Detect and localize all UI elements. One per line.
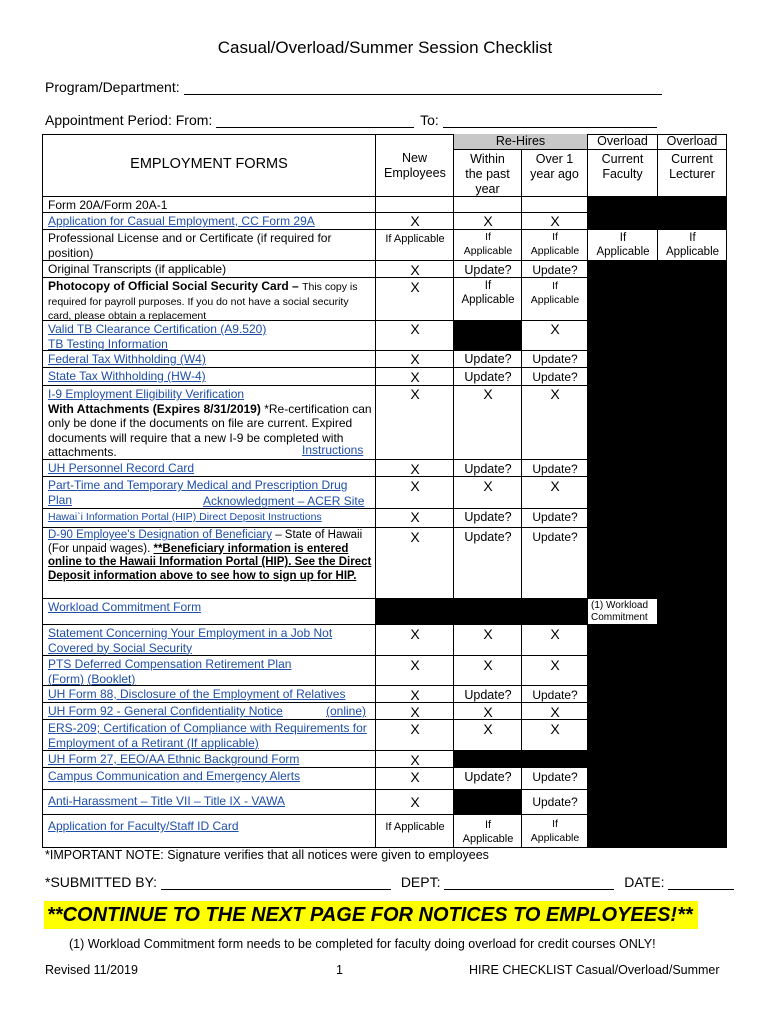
dept-label: DEPT: bbox=[400, 874, 441, 890]
header-employment-forms: EMPLOYMENT FORMS bbox=[42, 134, 376, 197]
row-ss-statement bbox=[48, 626, 372, 655]
mark-x: X bbox=[410, 279, 420, 295]
header-current-lecturer: Current Lecturer bbox=[658, 150, 727, 197]
row-ers-209 bbox=[48, 721, 372, 750]
mark-x: X bbox=[410, 721, 420, 737]
mark-x: X bbox=[550, 626, 560, 642]
mark-x: X bbox=[410, 657, 420, 673]
ethnic-rehire-shaded bbox=[454, 751, 588, 768]
link-id-card[interactable]: Application for Faculty/Staff ID Card bbox=[48, 819, 239, 833]
applicable-word: Applicable bbox=[530, 294, 580, 306]
professional-license: Professional License and or Certificate (if required for position) bbox=[48, 231, 332, 260]
overload-shaded-top bbox=[588, 197, 727, 213]
mark-x: X bbox=[410, 321, 420, 337]
appointment-label: Appointment Period: From: bbox=[45, 112, 213, 128]
mark-x: X bbox=[483, 478, 493, 494]
row-ss-card bbox=[48, 279, 372, 323]
mark-x: X bbox=[410, 369, 420, 385]
mark-update: Update? bbox=[464, 462, 512, 476]
program-department-field bbox=[45, 79, 662, 95]
mark-update: Update? bbox=[464, 510, 512, 524]
if-word: If bbox=[484, 819, 492, 831]
form-20a: Form 20A/Form 20A-1 bbox=[48, 198, 168, 212]
mark-update: Update? bbox=[464, 370, 512, 384]
header-overload-1: Overload bbox=[588, 134, 658, 150]
mark-if-applicable bbox=[454, 279, 522, 307]
important-note: *IMPORTANT NOTE: Signature verifies that all notices were given to employees bbox=[45, 848, 489, 862]
submitted-by-blank[interactable] bbox=[161, 875, 391, 890]
row-form-88 bbox=[48, 687, 372, 702]
continue-banner bbox=[44, 901, 698, 929]
mark-x: X bbox=[410, 769, 420, 785]
mark-x: X bbox=[550, 704, 560, 720]
mark-if-applicable bbox=[454, 818, 522, 846]
mark-if-applicable bbox=[522, 279, 588, 307]
workload-footnote: (1) Workload Commitment form needs to be completed for faculty doing overload for credit courses ONLY! bbox=[69, 937, 656, 951]
row-i9-instructions bbox=[302, 443, 372, 458]
row-transcripts bbox=[48, 262, 372, 277]
if-word: If bbox=[552, 280, 558, 292]
mark-x: X bbox=[410, 626, 420, 642]
mark-x: X bbox=[410, 213, 420, 229]
link-w4[interactable]: Federal Tax Withholding (W4) bbox=[48, 352, 206, 366]
mark-x: X bbox=[550, 213, 560, 229]
mark-x: X bbox=[410, 687, 420, 703]
mark-x: X bbox=[410, 262, 420, 278]
link-medical-plan[interactable]: Part-Time and Temporary Medical and Prescription Drug Plan bbox=[48, 478, 348, 507]
link-personnel-record[interactable]: UH Personnel Record Card bbox=[48, 461, 195, 475]
mark-if-applicable bbox=[522, 230, 588, 258]
mark-x: X bbox=[410, 704, 420, 720]
date-label: DATE: bbox=[624, 874, 665, 890]
row-hw4 bbox=[48, 369, 372, 384]
mark-x: X bbox=[550, 478, 560, 494]
mark-x: X bbox=[410, 529, 420, 545]
ss-card-bold: Photocopy of Official Social Security Card – bbox=[48, 279, 303, 293]
mark-update: Update? bbox=[532, 688, 578, 702]
mark-update: Update? bbox=[532, 462, 578, 476]
program-label: Program/Department: bbox=[45, 79, 180, 95]
mark-update: Update? bbox=[532, 530, 578, 544]
if-word: If bbox=[484, 280, 492, 292]
header-rehires: Re-Hires bbox=[454, 134, 588, 150]
header-new-employees: New Employees bbox=[376, 134, 454, 197]
link-anti-harassment[interactable]: Anti-Harassment – Title VII – Title IX - VAWA bbox=[48, 794, 285, 808]
applicable-word: Applicable bbox=[461, 294, 515, 306]
row-hip bbox=[48, 510, 372, 525]
submission-line bbox=[45, 874, 734, 890]
link-campus-alerts[interactable]: Campus Communication and Emergency Alerts bbox=[48, 769, 301, 783]
mark-update: Update? bbox=[464, 770, 512, 784]
link-hip-direct-deposit[interactable]: Hawai`i Information Portal (HIP) Direct Deposit Instructions bbox=[48, 511, 322, 523]
rehire-within-shaded bbox=[454, 321, 522, 351]
applicable-word: Applicable bbox=[596, 246, 650, 258]
mark-x: X bbox=[410, 351, 420, 367]
mark-x: X bbox=[483, 626, 493, 642]
link-tb-clearance[interactable]: Valid TB Clearance Certification (A9.520) bbox=[48, 322, 267, 336]
page-number: 1 bbox=[336, 963, 343, 977]
link-casual-application[interactable]: Application for Casual Employment, CC Form 29A bbox=[48, 214, 315, 228]
revised-date: Revised 11/2019 bbox=[45, 963, 138, 977]
grid-cell bbox=[376, 197, 454, 213]
link-d90[interactable]: D-90 Employee's Designation of Beneficiary bbox=[48, 529, 273, 541]
date-blank[interactable] bbox=[668, 875, 734, 890]
page-title: Casual/Overload/Summer Session Checklist bbox=[217, 38, 553, 57]
row-form-27 bbox=[48, 752, 372, 767]
row-casual-application bbox=[48, 214, 372, 229]
mark-x: X bbox=[483, 386, 493, 402]
mark-update: Update? bbox=[532, 352, 578, 366]
link-acer-site[interactable]: Acknowledgment – ACER Site bbox=[203, 494, 365, 508]
mark-update: Update? bbox=[532, 263, 578, 277]
program-blank[interactable] bbox=[184, 80, 662, 95]
d90-text: – State of Hawaii (For unpaid wages). bbox=[48, 529, 363, 555]
mark-update: Update? bbox=[464, 352, 512, 366]
link-i9[interactable]: I-9 Employment Eligibility Verification bbox=[48, 387, 245, 401]
mark-x: X bbox=[410, 461, 420, 477]
mark-update: Update? bbox=[532, 795, 578, 809]
if-word: If bbox=[552, 231, 558, 243]
mark-if-applicable: If Applicable bbox=[385, 821, 445, 833]
row-form-20a bbox=[48, 198, 372, 213]
mark-x: X bbox=[410, 386, 420, 402]
link-form-88[interactable]: UH Form 88, Disclosure of the Employment of Relatives bbox=[48, 687, 346, 701]
link-pts-booklet[interactable]: (Booklet) bbox=[87, 671, 136, 686]
footer-checklist-name: HIRE CHECKLIST Casual/Overload/Summer bbox=[469, 963, 720, 977]
mark-update: Update? bbox=[532, 770, 578, 784]
row-id-card bbox=[48, 819, 372, 834]
mark-x: X bbox=[410, 794, 420, 810]
row-personnel-record bbox=[48, 461, 372, 476]
mark-if-applicable bbox=[522, 817, 588, 845]
i9-text: *Re-certification can only be done if the documents on file are current. Expired documents will require that a new I-9 be completed with attachments. bbox=[48, 401, 372, 459]
row-campus-alerts bbox=[48, 769, 372, 784]
link-form-27[interactable]: UH Form 27, EEO/AA Ethnic Background Form bbox=[48, 752, 300, 766]
workload-commitment-box: (1) Workload Commitment bbox=[588, 599, 658, 625]
d90-bold: **Beneficiary information is entered online to the Hawaii Information Portal (HIP). See the Direct Deposit information above to see how to sign up for HIP. bbox=[48, 542, 372, 582]
link-pts[interactable]: PTS Deferred Compensation Retirement Plan bbox=[48, 657, 292, 671]
grid-cell bbox=[454, 197, 522, 213]
row-d90 bbox=[48, 529, 372, 583]
grid-cell bbox=[522, 197, 588, 213]
mark-x: X bbox=[483, 657, 493, 673]
overload-shaded bbox=[588, 261, 727, 599]
mark-x: X bbox=[483, 721, 493, 737]
mark-if-applicable bbox=[588, 231, 658, 259]
link-social-security-statement[interactable]: Statement Concerning Your Employment in a Job Not Covered by Social Security bbox=[48, 626, 333, 655]
row-acer bbox=[203, 494, 373, 509]
to-blank[interactable] bbox=[443, 113, 657, 128]
mark-x: X bbox=[483, 213, 493, 229]
i9-bold: With Attachments (Expires 8/31/2019) bbox=[48, 401, 261, 416]
from-blank[interactable] bbox=[216, 113, 414, 128]
mark-x: X bbox=[550, 386, 560, 402]
mark-if-applicable bbox=[658, 231, 727, 259]
mark-update: Update? bbox=[464, 530, 512, 544]
header-within-year: Within the past year bbox=[454, 150, 522, 197]
link-hw4[interactable]: State Tax Withholding (HW-4) bbox=[48, 369, 206, 383]
applicable-word: Applicable bbox=[530, 832, 580, 844]
overload-shaded bbox=[588, 213, 727, 230]
continue-banner-text: **CONTINUE TO THE NEXT PAGE FOR NOTICES TO EMPLOYEES!** bbox=[47, 904, 693, 926]
if-word: If bbox=[619, 232, 627, 244]
mark-update: Update? bbox=[464, 263, 512, 277]
workload-shaded bbox=[376, 599, 588, 625]
workload-lecturer-shaded bbox=[658, 599, 727, 625]
row-w4 bbox=[48, 352, 372, 367]
link-workload[interactable]: Workload Commitment Form bbox=[48, 600, 202, 614]
harassment-within-shaded bbox=[454, 790, 522, 815]
mark-update: Update? bbox=[464, 688, 512, 702]
row-professional-license bbox=[48, 231, 372, 260]
mark-x: X bbox=[483, 704, 493, 720]
if-word: If bbox=[552, 818, 558, 830]
applicable-word: Applicable bbox=[665, 246, 720, 258]
submitted-by-label: *SUBMITTED BY: bbox=[45, 874, 158, 890]
mark-x: X bbox=[550, 721, 560, 737]
link-tb-testing[interactable]: TB Testing Information bbox=[48, 336, 168, 351]
link-ers-209[interactable]: ERS-209; Certification of Compliance with Requirements for Employment of a Retirant (If applicable) bbox=[48, 721, 367, 750]
header-overload-2: Overload bbox=[658, 134, 727, 150]
header-current-faculty: Current Faculty bbox=[588, 150, 658, 197]
dept-blank[interactable] bbox=[444, 875, 614, 890]
link-i9-instructions[interactable]: Instructions bbox=[302, 443, 364, 457]
link-form-92-online[interactable]: (online) bbox=[326, 704, 367, 718]
link-form-92[interactable]: UH Form 92 - General Confidentiality Notice bbox=[48, 704, 283, 718]
original-transcripts: Original Transcripts (if applicable) bbox=[48, 262, 227, 276]
overload-shaded bbox=[588, 625, 727, 848]
row-pts bbox=[48, 657, 372, 686]
mark-if-applicable bbox=[454, 230, 522, 258]
appointment-period-field bbox=[45, 112, 657, 128]
mark-x: X bbox=[550, 657, 560, 673]
if-word: If bbox=[485, 231, 491, 243]
mark-update: Update? bbox=[532, 370, 578, 384]
mark-update: Update? bbox=[532, 510, 578, 524]
header-over-year: Over 1 year ago bbox=[522, 150, 588, 197]
mark-if-applicable: If Applicable bbox=[385, 233, 445, 245]
row-form-92-online bbox=[326, 704, 374, 719]
row-anti-harassment bbox=[48, 794, 372, 809]
mark-x: X bbox=[550, 321, 560, 337]
row-workload bbox=[48, 600, 372, 615]
applicable-word: Applicable bbox=[462, 833, 514, 845]
if-word: If bbox=[689, 232, 696, 244]
row-form-92 bbox=[48, 704, 372, 719]
to-label: To: bbox=[420, 112, 439, 128]
mark-x: X bbox=[410, 478, 420, 494]
mark-x: X bbox=[410, 752, 420, 768]
ss-card-text: This copy is required for payroll purposes. If you do not have a social security card, please obtain a replacement bbox=[48, 281, 358, 322]
applicable-word: Applicable bbox=[530, 245, 580, 257]
mark-x: X bbox=[410, 509, 420, 525]
applicable-word: Applicable bbox=[463, 245, 513, 257]
row-tb bbox=[48, 322, 372, 351]
link-pts-form[interactable]: (Form) bbox=[48, 671, 84, 686]
